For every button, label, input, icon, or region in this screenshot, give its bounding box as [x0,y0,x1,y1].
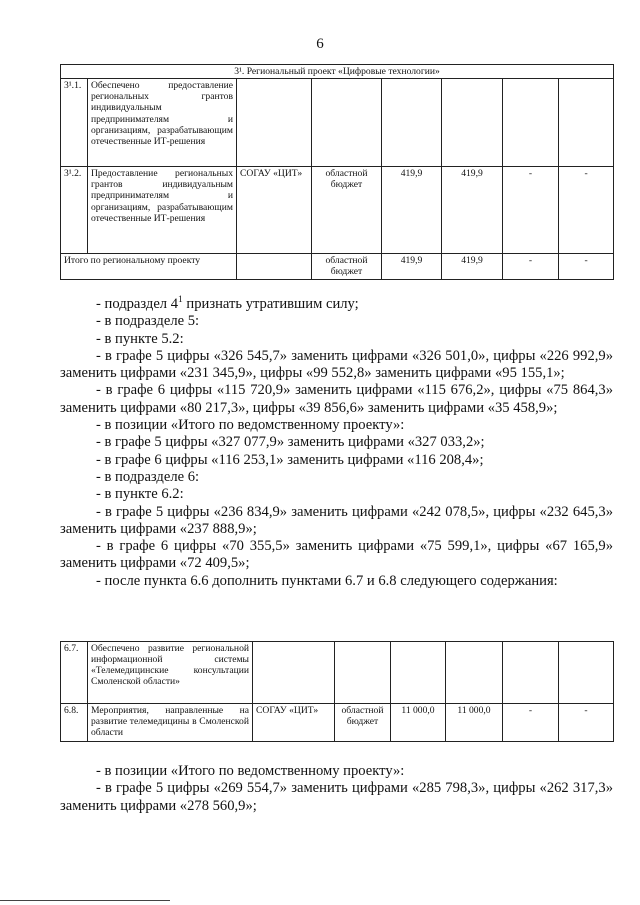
telemedicine-table [60,641,614,742]
row-executor: СОГАУ «ЦИТ» [253,704,335,742]
total-label: Итого по региональному проекту [61,254,237,280]
row-col7 [503,79,559,167]
row-col5 [382,79,442,167]
text-line: - подраздел $4^1$ признать утратившим силу; [96,295,359,312]
row-source [312,79,382,167]
total-col8: - [559,254,614,280]
row-col7: - [503,704,559,742]
total-row [61,254,614,280]
row-col8 [559,79,614,167]
row-col5: 419,9 [382,167,442,254]
row-number: 3¹.2. [61,167,88,254]
row-executor: СОГАУ «ЦИТ» [237,167,312,254]
row-number: 6.8. [61,704,88,742]
text-line: - в пункте 6.2: [96,486,184,503]
row-col6: 419,9 [442,167,503,254]
row-col8: - [559,167,614,254]
page-number: 6 [316,36,324,52]
row-source: областной бюджет [312,167,382,254]
text-line: - в графе 5 цифры «327 077,9» заменить цифрами «327 033,2»; [96,434,485,451]
text-line: - после пункта 6.6 дополнить пунктами 6.7 и 6.8 следующего содержания: [96,572,558,589]
total-executor [237,254,312,280]
row-col8 [559,642,614,704]
row-col8: - [559,704,614,742]
amendments-text [60,296,613,590]
row-name: Обеспечено развитие региональной информационной системы «Телемедицинские консультации Смоленской области» [88,642,253,704]
row-col5: 11 000,0 [391,704,446,742]
row-col6 [446,642,503,704]
row-executor [253,642,335,704]
table-row [61,79,614,167]
row-executor [237,79,312,167]
text-line: - в графе 5 цифры «326 545,7» заменить цифрами «326 501,0», цифры «226 992,9» заменить цифрами «231 345,9», цифры «99 552,8» заменить цифрами «95 155,1»; [60,347,613,382]
text-line: - в подразделе 5: [96,313,200,330]
total-source: областной бюджет [312,254,382,280]
row-number: 6.7. [61,642,88,704]
row-col6: 11 000,0 [446,704,503,742]
text-line: - в графе 6 цифры «115 720,9» заменить цифрами «115 676,2», цифры «75 864,3» заменить цифрами «80 217,3», цифры «39 856,6» заменить цифрами «35 458,9»; [60,382,613,416]
footer-rule [0,900,170,901]
row-col5 [391,642,446,704]
total-col7: - [503,254,559,280]
row-name: Обеспечено предоставление региональных грантов индивидуальным предпринимателям и организациям, разрабатывающим отечественные ИТ-решения [88,79,237,167]
row-name: Предоставление региональных грантов индивидуальным предпринимателям и организациям, разрабатывающим отечественные ИТ-решения [88,167,237,254]
section-title: 3¹. Региональный проект «Цифровые технологии» [61,65,614,79]
amendments-text-continued [60,763,613,815]
row-source: областной бюджет [335,704,391,742]
total-col6: 419,9 [442,254,503,280]
row-source [335,642,391,704]
text-line: - в пункте 5.2: [96,330,184,347]
text-line: - в графе 5 цифры «269 554,7» заменить цифрами «285 798,3», цифры «262 317,3» заменить цифрами «278 560,9»; [60,780,613,814]
row-col7 [503,642,559,704]
text-line: - в подразделе 6: [96,468,200,485]
row-number: 3¹.1. [61,79,88,167]
row-name: Мероприятия, направленные на развитие телемедицины в Смоленской области [88,704,253,742]
total-col5: 419,9 [382,254,442,280]
text-line: - в графе 6 цифры «70 355,5» заменить цифрами «75 599,1», цифры «67 165,9» заменить цифрами «72 409,5»; [60,538,613,572]
row-col7: - [503,167,559,254]
table-row [61,704,614,742]
table-row [61,167,614,254]
table-row [61,642,614,704]
regional-project-table [60,64,614,280]
text-line: - в графе 5 цифры «236 834,9» заменить цифрами «242 078,5», цифры «232 645,3» заменить цифрами «237 888,9»; [60,503,613,537]
text-line: - в позиции «Итого по ведомственному проекту»: [96,417,405,434]
row-col6 [442,79,503,167]
text-line: - в позиции «Итого по ведомственному проекту»: [96,763,405,779]
text-line: - в графе 6 цифры «116 253,1» заменить цифрами «116 208,4»; [96,451,484,468]
